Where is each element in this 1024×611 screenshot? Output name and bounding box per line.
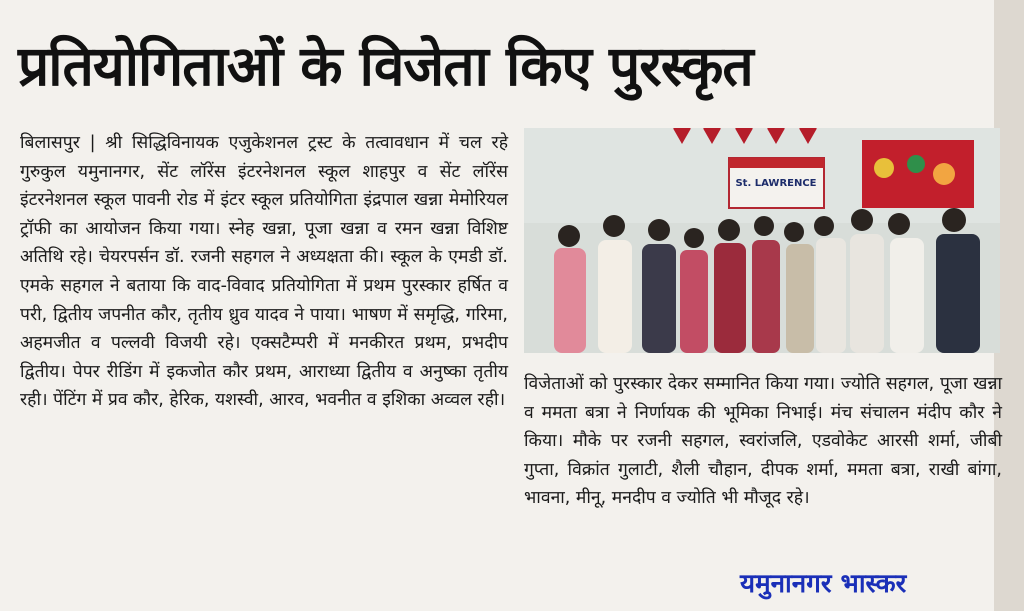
article-body-right: विजेताओं को पुरस्कार देकर सम्मानित किया गया। ज्योति सहगल, पूजा खन्ना व ममता बत्रा ने निर्णायक की भूमिका निभाई। मंच संचालन मंदीप कौर ने किया। मौके पर रजनी सहगल, स्वरांजलि, एडवोकेट आरसी शर्मा, जीबी गुप्ता, विक्रांत गुलाटी, शैली चौहान, दीपक शर्मा, ममता बत्रा, राखी बांगा, भावना, मीनू, मनदीप व ज्योति भी मौजूद रहे। — [524, 374, 1002, 509]
event-photo — [524, 128, 1000, 353]
article-column-left — [20, 129, 508, 415]
article-column-right — [524, 370, 1002, 513]
headline: प्रतियोगिताओं के विजेता किए पुरस्कृत — [18, 34, 753, 98]
article-body-left: बिलासपुर | श्री सिद्धिविनायक एजुकेशनल ट्रस्ट के तत्वावधान में चल रहे गुरुकुल यमुनानगर, सेंट लॉरेंस इंटरनेशनल स्कूल शाहपुर व सेंट लॉरेंस इंटरनेशनल स्कूल पावनी रोड में इंटर स्कूल प्रतियोगिता इंद्रपाल खन्ना मेमोरियल ट्रॉफी का आयोजन किया गया। स्नेह खन्ना, पूजा खन्ना व रमन खन्ना विशिष्ट अतिथि रहे। चेयरपर्सन डॉ. रजनी सहगल ने अध्यक्षता की। स्कूल के एमडी डॉ. एमके सहगल ने बताया कि वाद-विवाद प्रतियोगिता में प्रथम पुरस्कार हर्षित व परी, द्वितीय जपनीत कौर, तृतीय ध्रुव यादव ने पाया। भाषण में समृद्धि, गरिमा, अहमजीत व पल्लवी विजयी रहे। एक्सटैम्परी में मनकीरत प्रथम, प्रभदीप द्वितीय। पेपर रीडिंग में इकजोत कौर प्रथम, आराध्या द्वितीय व अनुष्का तृतीय रही। पेंटिंग में प्रव कौर, हेरिक, यशस्वी, आरव, भवनीत व इशिका अव्वल रही। — [20, 133, 508, 411]
photo-banner-text: St. LAWRENCE — [735, 178, 817, 189]
source-tag: यमुनानगर भास्कर — [740, 569, 907, 599]
